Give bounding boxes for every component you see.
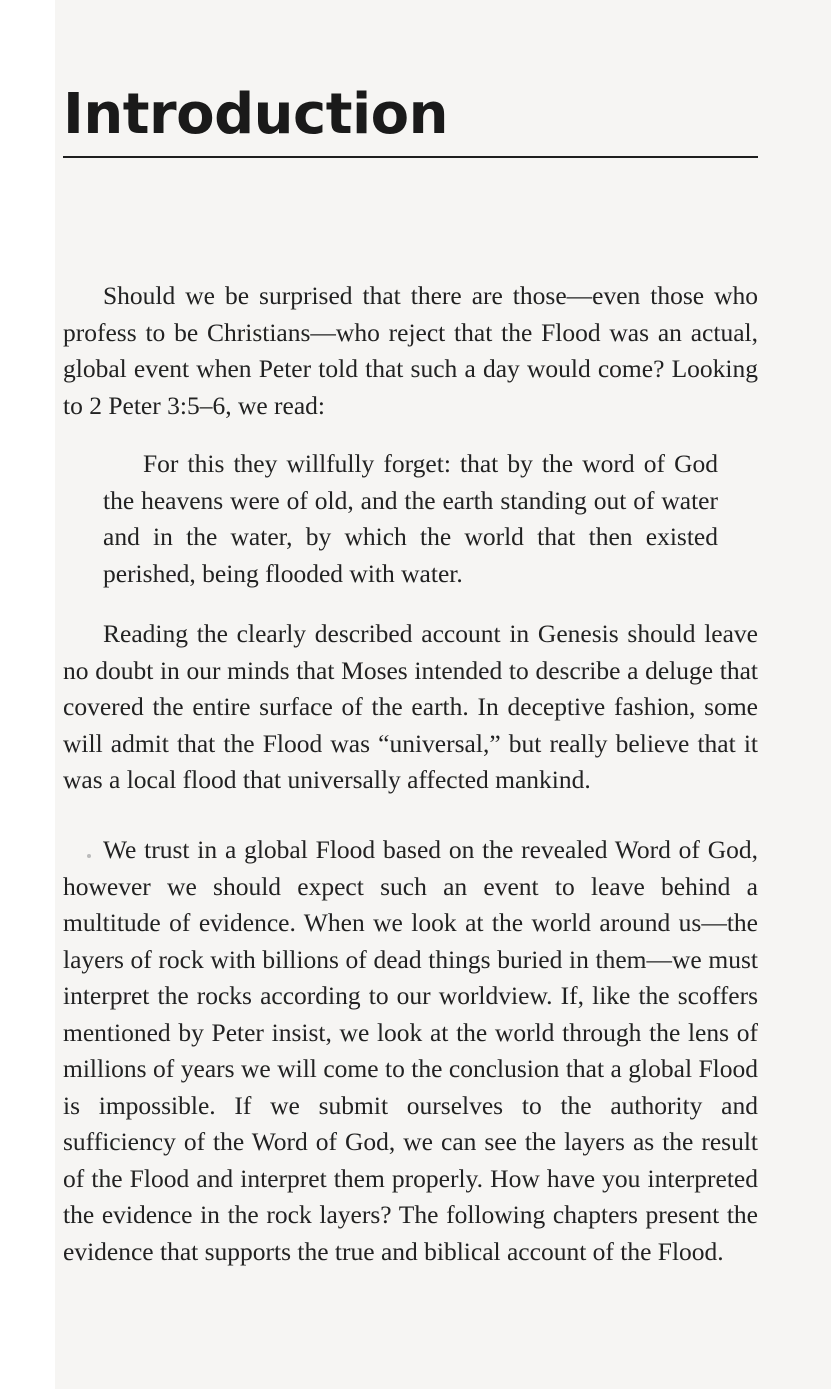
paragraph-2: Reading the clearly described account in Genesis should leave no doubt in our minds that Moses intended to describe a deluge that covered the entire surface of the earth. In deceptive fashion, some will admit that the Flood was “universal,” but really believe that it was a local flood that universally affected mankind.: [63, 619, 758, 794]
chapter-title: Introduction: [63, 82, 449, 147]
scripture-quote: For this they willfully forget: that by the word of God the heavens were of old, and the earth standing out of water and in the water, by which the world that then existed perished, being flooded with water.: [103, 449, 718, 588]
title-underline: [63, 156, 758, 158]
paragraph-1: Should we be surprised that there are those—even those who profess to be Christians—who reject that the Flood was an actual, global event when Peter told that such a day would come? Looking to 2 Peter 3:5–6, we read:: [63, 281, 758, 420]
paragraph-3: We trust in a global Flood based on the revealed Word of God, however we should expect such an event to leave behind a multitude of evidence. When we look at the world around us—the layers of rock with billions of dead things buried in them—we must interpret the rocks according to our worldview. If, like the scoffers mentioned by Peter insist, we look at the world through the lens of millions of years we will come to the conclusion that a global Flood is impossible. If we submit ourselves to the authority and sufficiency of the Word of God, we can see the layers as the result of the Flood and interpret them properly. How have you interpreted the evidence in the rock layers? The following chapters present the evidence that supports the true and biblical account of the Flood.: [63, 835, 758, 1266]
